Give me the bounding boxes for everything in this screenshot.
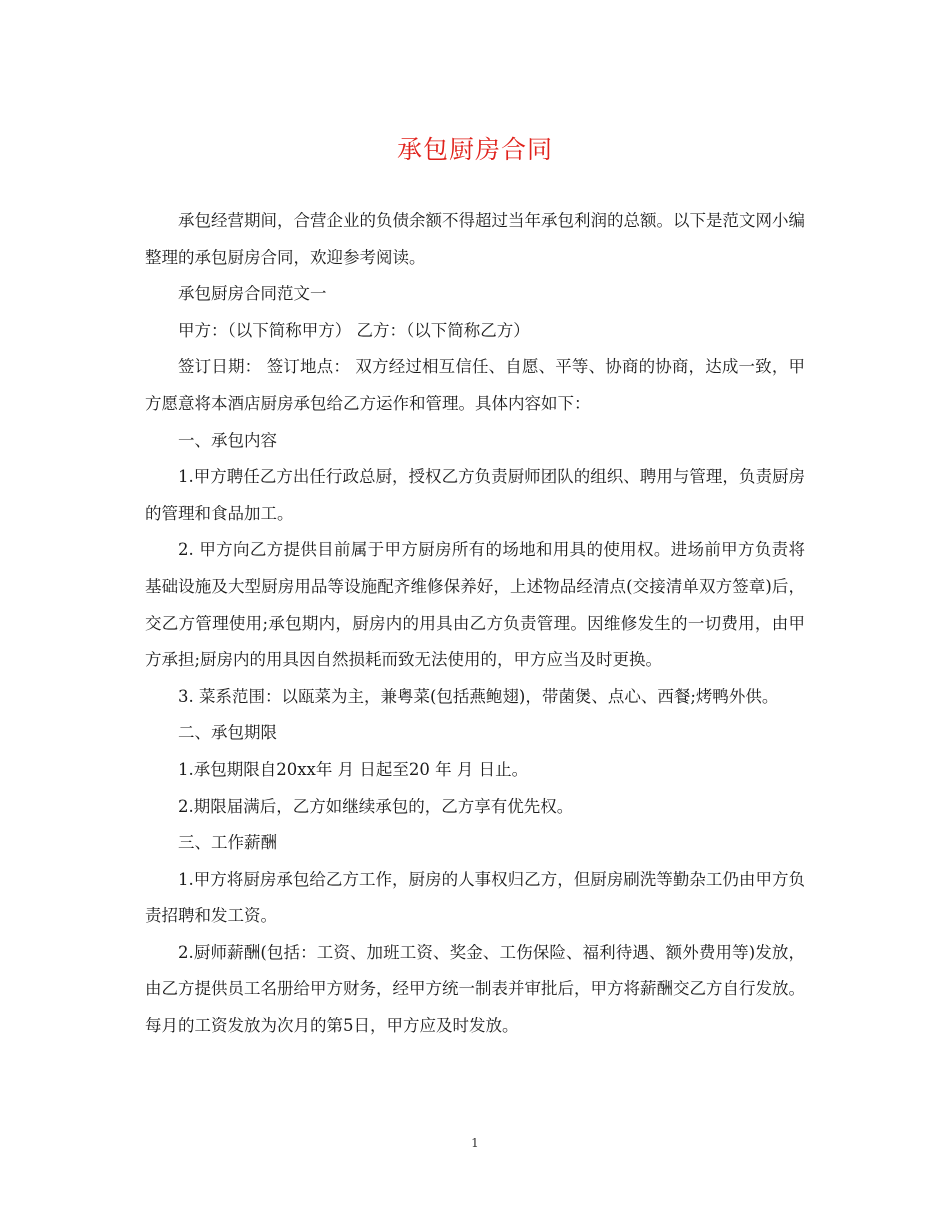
clause-3-2: 2.厨师薪酬(包括：工资、加班工资、奖金、工伤保险、福利待遇、额外费用等)发放，由乙方提供员工名册给甲方财务，经甲方统一制表并审批后，甲方将薪酬交乙方自行发放。每月的工资发放为次月的第5日，甲方应及时发放。: [145, 942, 805, 1036]
section-heading-contract-content: 一、承包内容: [178, 430, 277, 450]
clause-3-1: 1.甲方将厨房承包给乙方工作，厨房的人事权归乙方，但厨房刷洗等勤杂工仍由甲方负责招聘和发工资。: [145, 869, 805, 926]
clause-2-1: 1.承包期限自20xx年 月 日起至20 年 月 日止。: [178, 759, 529, 779]
clause-1-2: 2. 甲方向乙方提供目前属于甲方厨房所有的场地和用具的使用权。进场前甲方负责将基础设施及大型厨房用品等设施配齐维修保养好，上述物品经清点(交接清单双方签章)后，交乙方管理使用;承包期内，厨房内的用具由乙方负责管理。因维修发生的一切费用，由甲方承担;厨房内的用具因自然损耗而致无法使用的，甲方应当及时更换。: [145, 540, 805, 670]
section-heading-compensation: 三、工作薪酬: [178, 833, 277, 853]
clause-2-2: 2.期限届满后，乙方如继续承包的，乙方享有优先权。: [178, 796, 574, 816]
clause-1-3: 3. 菜系范围：以瓯菜为主，兼粤菜(包括燕鲍翅)，带菌煲、点心、西餐;烤鸭外供。: [178, 686, 779, 706]
signing-paragraph: 签订日期： 签订地点： 双方经过相互信任、自愿、平等、协商的协商，达成一致，甲方愿意将本酒店厨房承包给乙方运作和管理。具体内容如下：: [145, 357, 805, 413]
document-body: [145, 203, 805, 1045]
section-heading-contract-term: 二、承包期限: [178, 723, 277, 743]
intro-paragraph: 承包经营期间，合营企业的负债余额不得超过当年承包利润的总额。以下是范文网小编整理的承包厨房合同，欢迎参考阅读。: [145, 211, 805, 267]
document-title: 承包厨房合同: [396, 135, 553, 164]
clause-1-1: 1.甲方聘任乙方出任行政总厨，授权乙方负责厨师团队的组织、聘用与管理，负责厨房的管理和食品加工。: [145, 467, 805, 523]
sample-heading: 承包厨房合同范文一: [178, 284, 327, 304]
parties-line: 甲方：（以下简称甲方） 乙方：（以下简称乙方）: [178, 320, 530, 340]
page-number: 1: [471, 1136, 479, 1150]
